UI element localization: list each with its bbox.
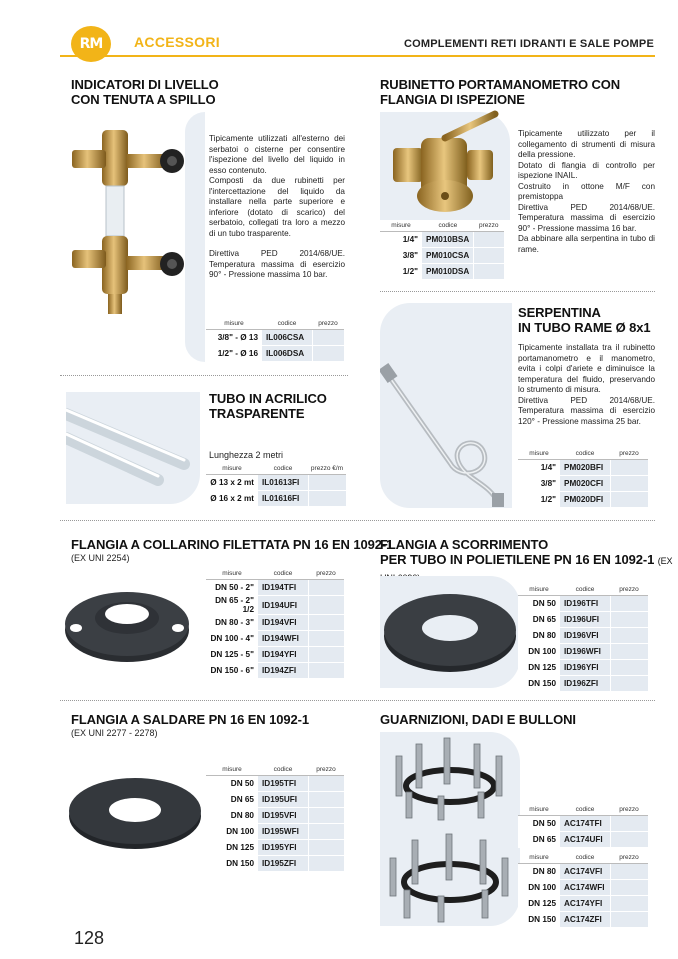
- row-prezzo: [474, 232, 504, 248]
- table-row: [206, 647, 344, 663]
- row-misura: DN 80 - 3": [206, 615, 258, 631]
- serpentina-title-line2: IN TUBO RAME Ø 8x1: [518, 320, 651, 335]
- row-codice: AC174TFI: [560, 816, 610, 832]
- rubinetto-title-line1: RUBINETTO PORTAMANOMETRO CON: [380, 77, 621, 92]
- table-row: [518, 476, 648, 492]
- row-codice: ID196UFI: [560, 612, 610, 628]
- row-codice: ID196VFI: [560, 628, 610, 644]
- rubinetto-desc-p1: Tipicamente utilizzato per il collegamento di strumenti di misura della pressione.: [518, 129, 655, 159]
- row-codice: AC174YFI: [560, 896, 610, 912]
- rubinetto-desc-p3: Costruito in ottone M/F con premistoppa: [518, 181, 655, 201]
- col-codice: codice: [258, 463, 308, 475]
- table-row: [380, 232, 504, 248]
- row-codice: ID194YFI: [258, 647, 308, 663]
- row-prezzo: [308, 663, 344, 679]
- table-row: [518, 864, 648, 880]
- row-prezzo: [308, 475, 346, 491]
- table-row: [518, 644, 648, 660]
- row-misura: DN 150 - 6": [206, 663, 258, 679]
- row-prezzo: [308, 631, 344, 647]
- row-misura: DN 125: [518, 660, 560, 676]
- row-prezzo: [308, 808, 344, 824]
- row-codice: ID194TFI: [258, 580, 308, 596]
- table-row: [518, 596, 648, 612]
- table-row: [518, 912, 648, 928]
- row-prezzo: [610, 596, 648, 612]
- row-misura: DN 80: [206, 808, 258, 824]
- row-prezzo: [308, 647, 344, 663]
- table-row: [206, 840, 344, 856]
- row-codice: ID194WFI: [258, 631, 308, 647]
- table-row: [206, 631, 344, 647]
- row-prezzo: [610, 492, 648, 508]
- gauge-valve-image: [385, 108, 505, 220]
- row-codice: AC174ZFI: [560, 912, 610, 928]
- tubo-title-line2: TRASPARENTE: [209, 406, 305, 421]
- col-prezzo: prezzo: [610, 852, 648, 864]
- row-codice: ID195WFI: [258, 824, 308, 840]
- table-row: [518, 612, 648, 628]
- level-indicator-image: [64, 118, 204, 318]
- table-row: [206, 346, 344, 362]
- row-prezzo: [610, 896, 648, 912]
- divider: [60, 375, 348, 376]
- scorrimento-title-line2: PER TUBO IN POLIETILENE PN 16 EN 1092-1: [380, 552, 655, 567]
- row-codice: ID195TFI: [258, 776, 308, 792]
- row-prezzo: [610, 612, 648, 628]
- row-prezzo: [312, 346, 344, 362]
- row-prezzo: [474, 248, 504, 264]
- row-prezzo: [308, 824, 344, 840]
- row-codice: IL01613FI: [258, 475, 308, 491]
- row-misura: DN 100: [518, 644, 560, 660]
- row-misura: DN 150: [518, 912, 560, 928]
- collarino-subtitle: (EX UNI 2254): [71, 553, 130, 563]
- table-row: [518, 880, 648, 896]
- rubinetto-title: [380, 77, 620, 107]
- row-misura: DN 50: [518, 596, 560, 612]
- divider: [60, 520, 655, 521]
- saldare-table: [206, 764, 344, 872]
- row-prezzo: [610, 676, 648, 692]
- table-row: [518, 460, 648, 476]
- serpentina-desc-p1: Tipicamente installata tra il rubinetto portamanometro e il manometro, evita i colpi d'ariete e diminuisce la temperatura del fluido, preservando lo strumento di misura.: [518, 343, 655, 394]
- row-misura: DN 80: [518, 864, 560, 880]
- weld-flange-image: [66, 772, 204, 852]
- col-misure: misure: [518, 448, 560, 460]
- table-row: [206, 491, 346, 507]
- section-title: ACCESSORI: [134, 34, 220, 50]
- collarino-title: FLANGIA A COLLARINO FILETTATA PN 16 EN 1092-1: [71, 537, 394, 552]
- row-prezzo: [610, 628, 648, 644]
- saldare-title: FLANGIA A SALDARE PN 16 EN 1092-1: [71, 712, 309, 727]
- indicatori-title: [71, 77, 219, 107]
- divider: [380, 291, 655, 292]
- col-prezzo: prezzo: [308, 568, 344, 580]
- row-misura: DN 80: [518, 628, 560, 644]
- row-misura: 1/2": [380, 264, 422, 280]
- tubo-length-note: Lunghezza 2 metri: [209, 450, 284, 460]
- row-prezzo: [308, 792, 344, 808]
- col-misure: misure: [518, 584, 560, 596]
- col-prezzo: prezzo: [474, 220, 504, 232]
- row-prezzo: [610, 912, 648, 928]
- row-codice: ID196WFI: [560, 644, 610, 660]
- serpentina-description: [518, 343, 655, 427]
- indicatori-description: [209, 134, 345, 281]
- row-misura: DN 65: [206, 792, 258, 808]
- col-codice: codice: [560, 852, 610, 864]
- row-misura: DN 65: [518, 612, 560, 628]
- row-prezzo: [308, 615, 344, 631]
- indicatori-title-line2: CON TENUTA A SPILLO: [71, 92, 216, 107]
- col-misure: misure: [206, 764, 258, 776]
- row-prezzo: [308, 856, 344, 872]
- row-codice: ID194ZFI: [258, 663, 308, 679]
- row-misura: 3/8" - Ø 13: [206, 330, 262, 346]
- row-codice: ID194VFI: [258, 615, 308, 631]
- col-codice: codice: [422, 220, 474, 232]
- row-misura: DN 50 - 2": [206, 580, 258, 596]
- row-codice: PM020BFI: [560, 460, 610, 476]
- col-codice: codice: [560, 584, 610, 596]
- indicatori-desc-p2: Composti da due rubinetti per l'intercettazione del liquido da installare nella parte superiore e inferiore (dotato di scarico) del serbatoio, collegati tra loro a mezzo di un tubo trasparente.: [209, 176, 345, 238]
- rubinetto-desc-p4: Direttiva PED 2014/68/UE. Temperatura massima di esercizio 90° - Pressione massima 16 bar.: [518, 202, 655, 233]
- table-row: [518, 676, 648, 692]
- col-prezzo: prezzo €/m: [308, 463, 346, 475]
- rubinetto-desc-p2: Dotato di flangia di controllo per ispezione INAIL.: [518, 160, 655, 180]
- col-misure: misure: [518, 852, 560, 864]
- table-row: [206, 596, 344, 615]
- row-misura: DN 125: [518, 896, 560, 912]
- table-row: [380, 248, 504, 264]
- row-codice: AC174VFI: [560, 864, 610, 880]
- col-prezzo: prezzo: [308, 764, 344, 776]
- collarino-table: [206, 568, 344, 679]
- row-prezzo: [610, 816, 648, 832]
- table-row: [518, 816, 648, 832]
- rubinetto-description: [518, 129, 655, 255]
- row-prezzo: [610, 880, 648, 896]
- table-row: [206, 776, 344, 792]
- row-codice: PM020CFI: [560, 476, 610, 492]
- tubo-title: [209, 391, 327, 421]
- row-prezzo: [610, 660, 648, 676]
- indicatori-title-line1: INDICATORI DI LIVELLO: [71, 77, 219, 92]
- table-row: [518, 492, 648, 508]
- col-codice: codice: [262, 318, 312, 330]
- col-misure: misure: [380, 220, 422, 232]
- header-rule: [60, 55, 655, 57]
- row-misura: DN 100 - 4": [206, 631, 258, 647]
- gasket-bolts-image: [382, 736, 518, 924]
- col-misure: misure: [206, 463, 258, 475]
- col-prezzo: prezzo: [610, 448, 648, 460]
- table-row: [206, 856, 344, 872]
- row-misura: 1/4": [518, 460, 560, 476]
- rubinetto-title-line2: FLANGIA DI ISPEZIONE: [380, 92, 525, 107]
- table-row: [206, 330, 344, 346]
- col-codice: codice: [560, 448, 610, 460]
- table-row: [518, 628, 648, 644]
- scorrimento-subtitle: (EX: [657, 556, 673, 566]
- row-codice: ID195ZFI: [258, 856, 308, 872]
- row-prezzo: [610, 644, 648, 660]
- subsection-title: COMPLEMENTI RETI IDRANTI E SALE POMPE: [403, 38, 654, 50]
- row-prezzo: [610, 460, 648, 476]
- table-row: [518, 896, 648, 912]
- slip-flange-image: [380, 586, 520, 682]
- guarnizioni-title: GUARNIZIONI, DADI E BULLONI: [380, 712, 576, 727]
- row-codice: ID195YFI: [258, 840, 308, 856]
- col-misure: misure: [206, 568, 258, 580]
- page-number: 128: [74, 928, 105, 948]
- row-prezzo: [308, 491, 346, 507]
- tubo-title-line1: TUBO IN ACRILICO: [209, 391, 327, 406]
- table-row: [206, 792, 344, 808]
- divider: [60, 700, 655, 701]
- rubinetto-desc-p5: Da abbinare alla serpentina in tubo di rame.: [518, 234, 655, 254]
- row-misura: DN 150: [518, 676, 560, 692]
- row-codice: ID196TFI: [560, 596, 610, 612]
- col-prezzo: prezzo: [610, 804, 648, 816]
- row-misura: DN 65: [518, 832, 560, 848]
- col-codice: codice: [258, 568, 308, 580]
- serpentina-title: [518, 305, 651, 335]
- row-codice: AC174UFI: [560, 832, 610, 848]
- acrylic-tube-image: [66, 392, 200, 504]
- row-prezzo: [312, 330, 344, 346]
- col-misure: misure: [206, 318, 262, 330]
- row-misura: 1/4": [380, 232, 422, 248]
- table-row: [206, 475, 346, 491]
- row-codice: IL006CSA: [262, 330, 312, 346]
- row-prezzo: [610, 476, 648, 492]
- copper-coil-image: [380, 303, 512, 508]
- row-codice: PM020DFI: [560, 492, 610, 508]
- row-misura: DN 150: [206, 856, 258, 872]
- row-prezzo: [610, 864, 648, 880]
- guarnizioni-table-1: [518, 804, 648, 848]
- col-prezzo: prezzo: [610, 584, 648, 596]
- table-row: [518, 832, 648, 848]
- row-misura: DN 125: [206, 840, 258, 856]
- row-misura: 3/8": [380, 248, 422, 264]
- row-misura: 3/8": [518, 476, 560, 492]
- table-row: [518, 660, 648, 676]
- row-misura: DN 100: [206, 824, 258, 840]
- serpentina-table: [518, 448, 648, 508]
- row-misura: Ø 16 x 2 mt: [206, 491, 258, 507]
- row-codice: PM010CSA: [422, 248, 474, 264]
- row-prezzo: [308, 840, 344, 856]
- col-misure: misure: [518, 804, 560, 816]
- row-codice: AC174WFI: [560, 880, 610, 896]
- col-codice: codice: [560, 804, 610, 816]
- row-codice: ID196YFI: [560, 660, 610, 676]
- row-codice: IL01616FI: [258, 491, 308, 507]
- table-row: [206, 580, 344, 596]
- row-prezzo: [308, 596, 344, 615]
- row-misura: DN 100: [518, 880, 560, 896]
- serpentina-desc-p2: Direttiva PED 2014/68/UE. Temperatura massima di esercizio 120° - Pressione massima 25 bar.: [518, 395, 655, 426]
- serpentina-title-line1: SERPENTINA: [518, 305, 601, 320]
- indicatori-table: [206, 318, 344, 362]
- col-codice: codice: [258, 764, 308, 776]
- row-codice: IL006DSA: [262, 346, 312, 362]
- row-misura: DN 50: [206, 776, 258, 792]
- threaded-flange-image: [62, 578, 192, 668]
- table-row: [380, 264, 504, 280]
- row-codice: ID196ZFI: [560, 676, 610, 692]
- row-misura: DN 50: [518, 816, 560, 832]
- row-codice: ID195VFI: [258, 808, 308, 824]
- table-row: [206, 663, 344, 679]
- table-row: [206, 824, 344, 840]
- row-misura: Ø 13 x 2 mt: [206, 475, 258, 491]
- indicatori-desc-p3: Direttiva PED 2014/68/UE. Temperatura massima di esercizio 90° - Pressione massima 10 bar.: [209, 249, 345, 279]
- row-prezzo: [610, 832, 648, 848]
- rubinetto-table: [380, 220, 504, 280]
- row-codice: ID194UFI: [258, 596, 308, 615]
- row-codice: PM010BSA: [422, 232, 474, 248]
- saldare-subtitle: (EX UNI 2277 - 2278): [71, 728, 158, 738]
- indicatori-desc-p1: Tipicamente utilizzati all'esterno dei serbatoi o cisterne per consentire l'ispezione del livello del liquido in esso contenuto.: [209, 134, 345, 175]
- guarnizioni-table-2: [518, 852, 648, 928]
- row-codice: PM010DSA: [422, 264, 474, 280]
- row-prezzo: [308, 776, 344, 792]
- scorrimento-table: [518, 584, 648, 692]
- col-prezzo: prezzo: [312, 318, 344, 330]
- row-misura: DN 125 - 5": [206, 647, 258, 663]
- row-misura: 1/2": [518, 492, 560, 508]
- row-codice: ID195UFI: [258, 792, 308, 808]
- scorrimento-title-line1: FLANGIA A SCORRIMENTO: [380, 537, 549, 552]
- table-row: [206, 615, 344, 631]
- row-misura: 1/2" - Ø 16: [206, 346, 262, 362]
- logo-text: RM: [79, 36, 103, 52]
- row-prezzo: [474, 264, 504, 280]
- table-row: [206, 808, 344, 824]
- row-misura: DN 65 - 2" 1/2: [206, 596, 258, 615]
- tubo-table: [206, 463, 346, 507]
- row-prezzo: [308, 580, 344, 596]
